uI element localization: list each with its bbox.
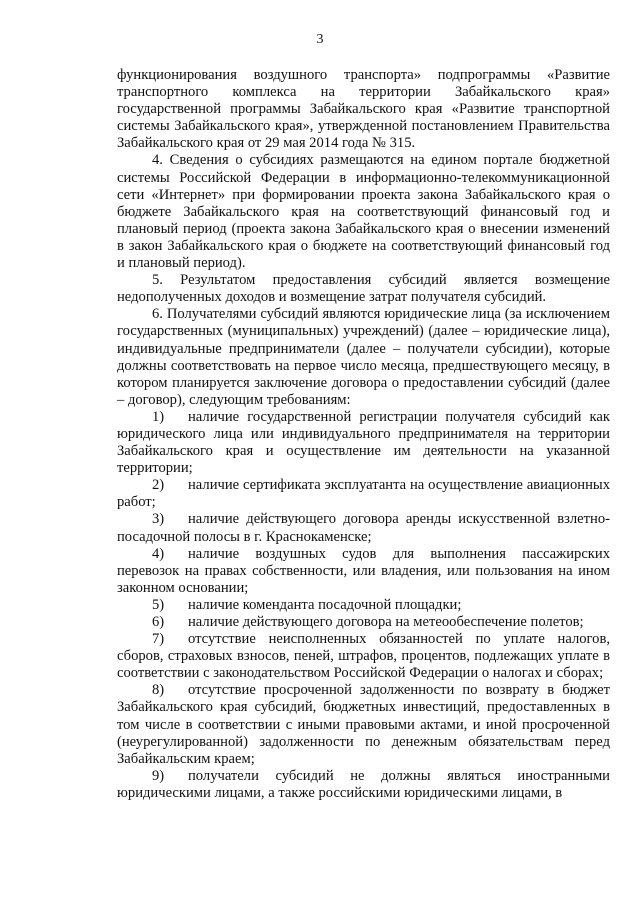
list-item-text: получатели субсидий не должны являться иностранными юридическими лицами, а также российскими юридическими лицами, в xyxy=(117,767,610,801)
list-item-text: наличие воздушных судов для выполнения пассажирских перевозок на правах собственности, или владения, или пользования на ином законном основании; xyxy=(117,545,610,596)
list-item xyxy=(117,682,610,767)
list-item-number: 7) xyxy=(152,631,165,648)
list-item-text: наличие коменданта посадочной площадки; xyxy=(188,596,462,613)
list-item-number: 5) xyxy=(152,596,165,613)
list-item-number: 9) xyxy=(152,767,165,784)
paragraph-6: 6. Получателями субсидий являются юридические лица (за исключением государственных (муниципальных) учреждений) (далее – юридические лица), индивидуальные предприниматели (далее – получатели субсидии), которые должны соответствовать на первое число месяца, предшествующего месяцу, в котором планируется заключение договора о предоставлении субсидий (далее – договор), следующим требованиям: xyxy=(117,306,610,408)
list-item-number: 4) xyxy=(152,545,165,562)
list-item-text: наличие государственной регистрации получателя субсидий как юридического лица или индивидуального предпринимателя на территории Забайкальского края и осуществление им деятельности на указанной территории; xyxy=(117,408,610,477)
list-item xyxy=(117,614,610,631)
paragraph-5: 5. Результатом предоставления субсидий является возмещение недополученных доходов и возмещение затрат получателя субсидий. xyxy=(117,272,610,306)
list-item xyxy=(117,511,610,545)
list-item xyxy=(117,477,610,511)
list-item-number: 3) xyxy=(152,511,165,528)
list-item-number: 2) xyxy=(152,477,165,494)
list-item-number: 8) xyxy=(152,682,165,699)
list-item-text: наличие действующего договора аренды искусственной взлетно-посадочной полосы в г. Краснокаменске; xyxy=(117,511,610,545)
list-item xyxy=(117,546,610,597)
list-item xyxy=(117,409,610,477)
list-item-number: 1) xyxy=(152,408,165,425)
list-item xyxy=(117,631,610,682)
list-item-text: наличие действующего договора на метеообеспечение полетов; xyxy=(188,614,584,630)
list-item-text: наличие сертификата эксплуатанта на осуществление авиационных работ; xyxy=(117,477,610,511)
list-item-number: 6) xyxy=(152,614,165,630)
paragraph-4: 4. Сведения о субсидиях размещаются на едином портале бюджетной системы Российской Федерации в информационно-телекоммуникационной сети «Интернет» при формировании проекта закона Забайкальского края о бюджете Забайкальского края на соответствующий финансовый год и плановый период (проекта закона Забайкальского края о внесении изменений в закон Забайкальского края о бюджете на соответствующий финансовый год и плановый период). xyxy=(117,152,610,272)
page-number: 3 xyxy=(316,32,324,47)
list-item xyxy=(117,768,610,802)
list-item-text: отсутствие неисполненных обязанностей по уплате налогов, сборов, страховых взносов, пеней, штрафов, процентов, подлежащих уплате в соответствии с законодательством Российской Федерации о налогах и сборах; xyxy=(117,631,610,682)
list-item xyxy=(117,597,610,614)
paragraph-continuation: функционирования воздушного транспорта» подпрограммы «Развитие транспортного комплекса на территории Забайкальского края» государственной программы Забайкальского края «Развитие транспортной системы Забайкальского края», утвержденной постановлением Правительства Забайкальского края от 29 мая 2014 года № 315. xyxy=(117,67,610,152)
list-item-text: отсутствие просроченной задолженности по возврату в бюджет Забайкальского края субсидий, бюджетных инвестиций, предоставленных в том числе в соответствии с иными правовыми актами, и иной просроченной (неурегулированной) задолженности по денежным обязательствам перед Забайкальским краем; xyxy=(117,682,610,767)
body-text xyxy=(117,67,610,802)
